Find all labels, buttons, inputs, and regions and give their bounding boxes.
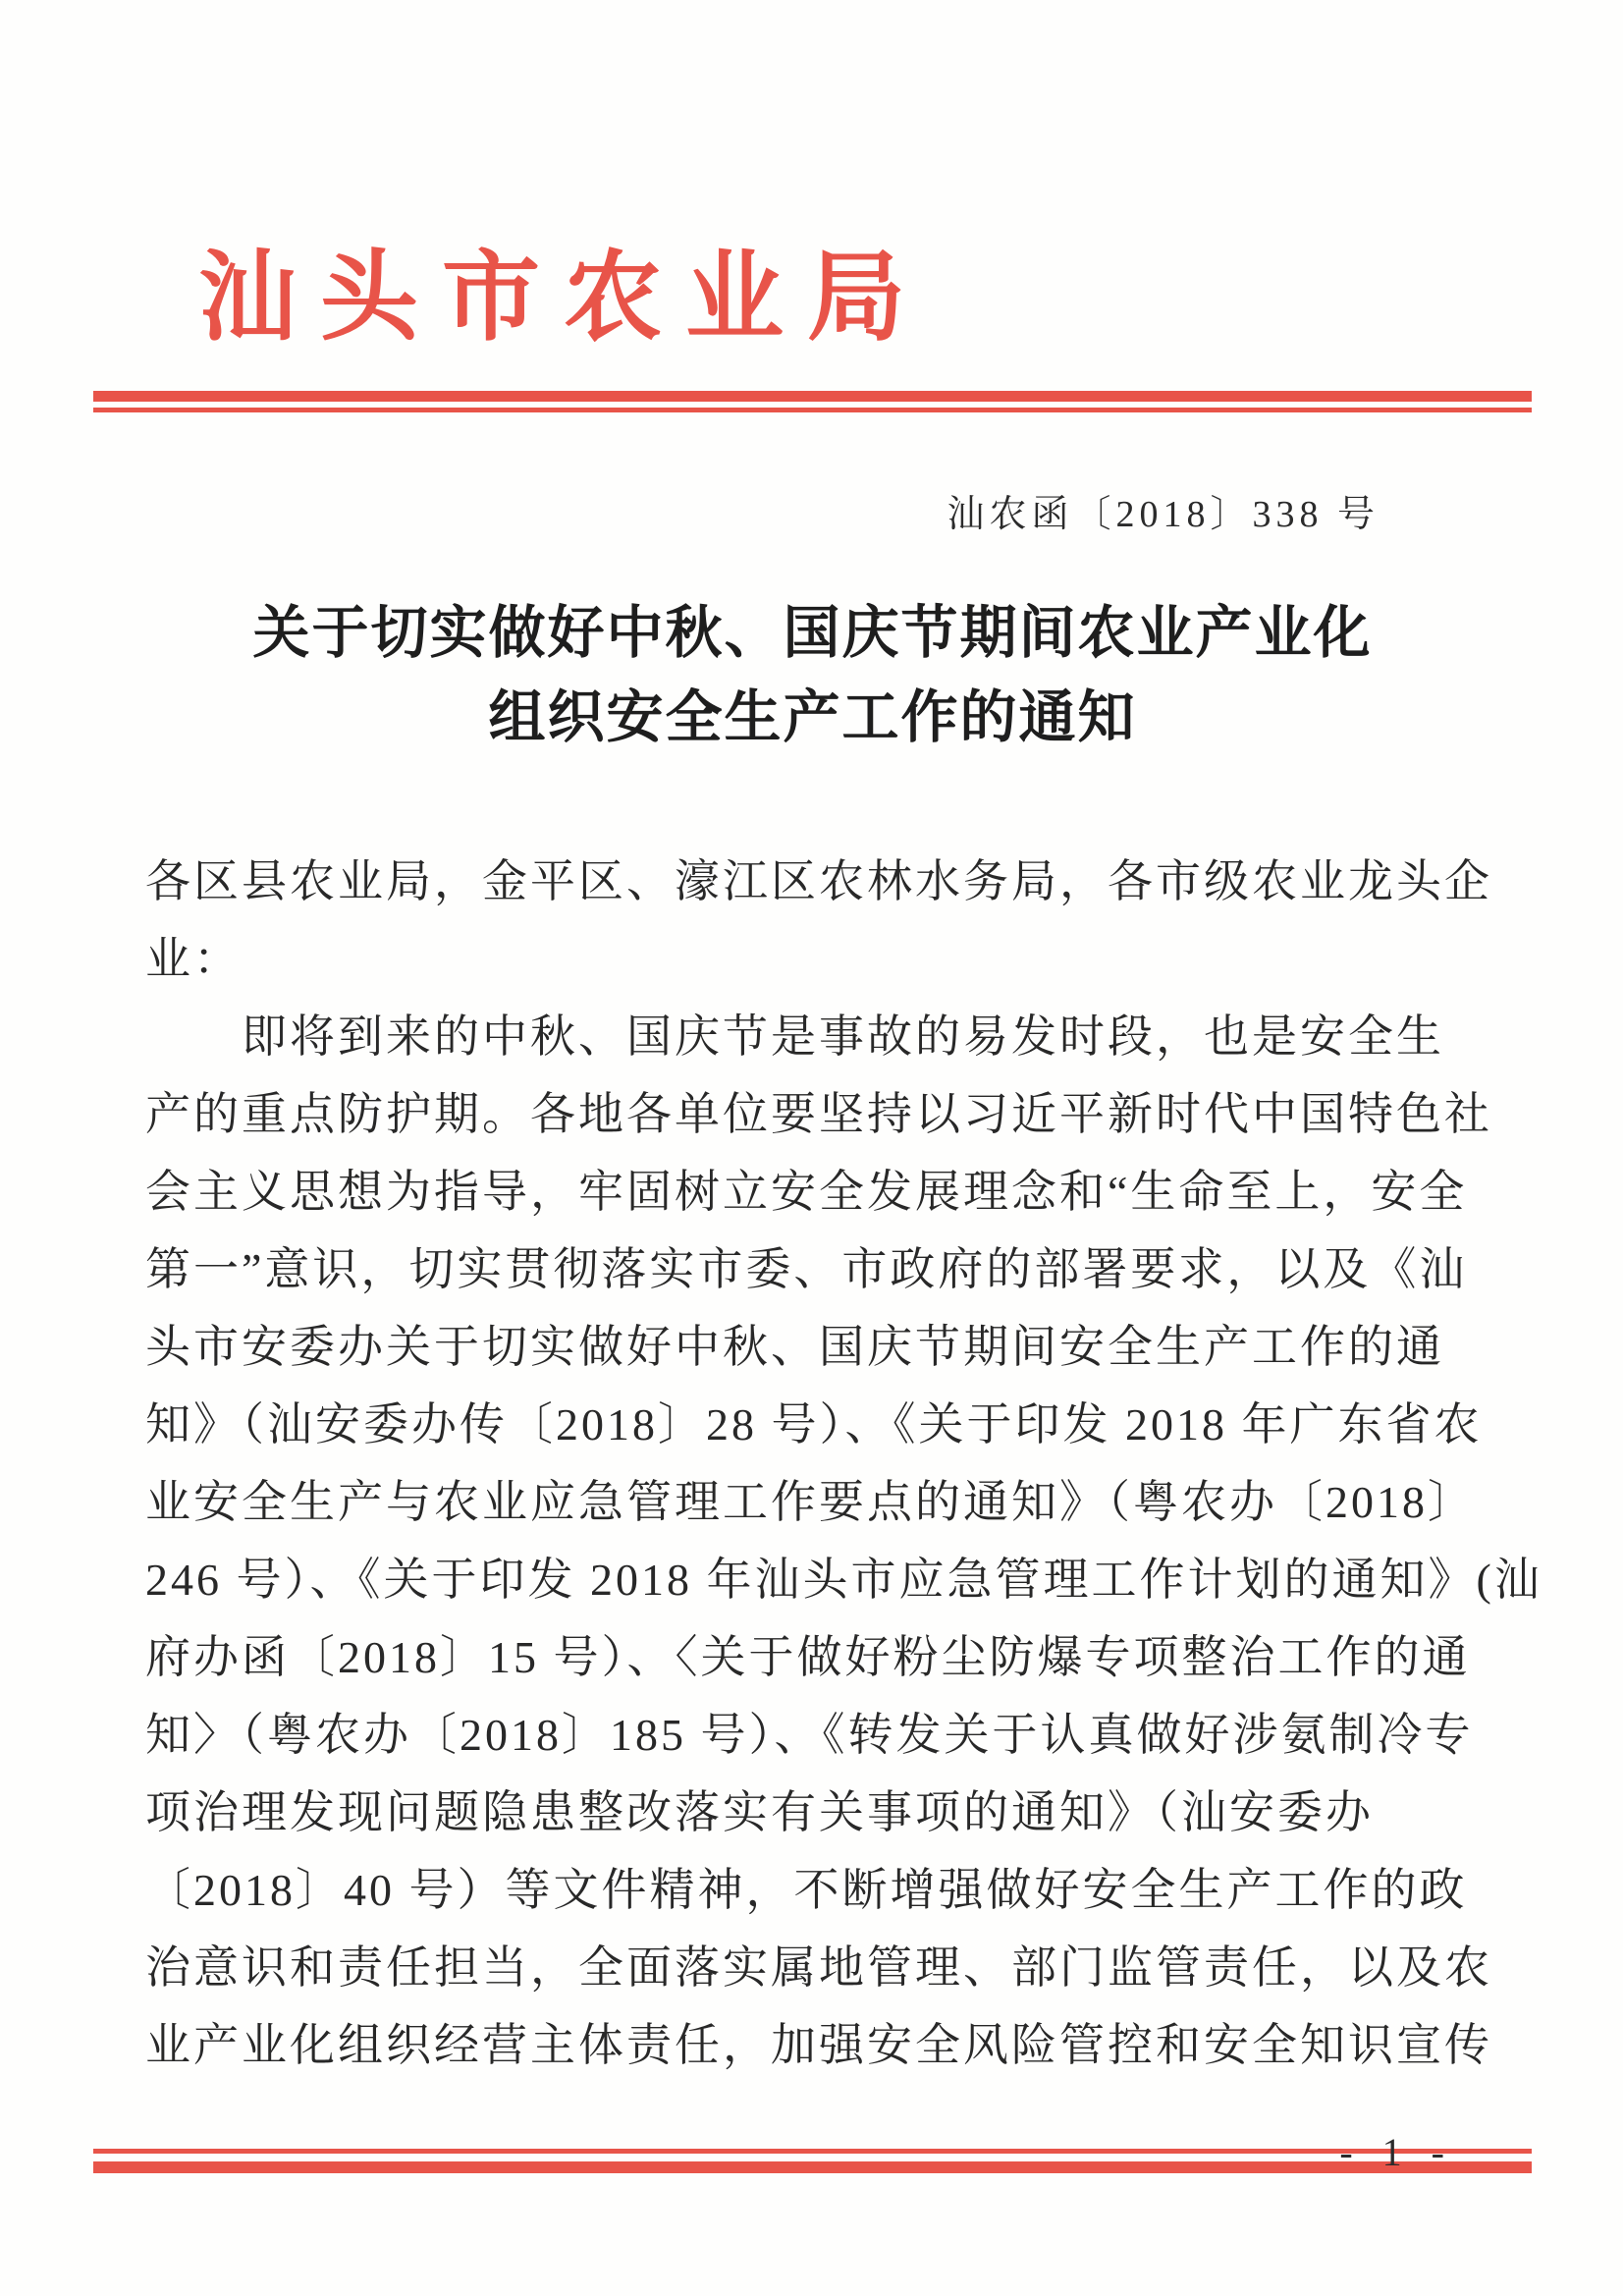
body-line: 治意识和责任担当，全面落实属地管理、部门监管责任，以及农 (145, 1942, 1492, 1993)
document-title-line2: 组织安全生产工作的通知 (488, 685, 1137, 749)
body-line: 府办函〔2018〕15 号）、〈关于做好粉尘防爆专项整治工作的通 (145, 1632, 1471, 1682)
document-title-line1: 关于切实做好中秋、国庆节期间农业产业化 (252, 601, 1373, 665)
body-line: 业产业化组织经营主体责任，加强安全风险管控和安全知识宣传 (145, 2020, 1492, 2070)
body-line: 246 号）、《关于印发 2018 年汕头市应急管理工作计划的通知》(汕 (145, 1555, 1542, 1605)
body-line: 即将到来的中秋、国庆节是事故的易发时段，也是安全生 (242, 1011, 1444, 1062)
header-rule-thick (93, 391, 1532, 402)
body-line: 知》（汕安委办传〔2018〕28 号）、《关于印发 2018 年广东省农 (145, 1399, 1483, 1449)
body-line: 会主义思想为指导，牢固树立安全发展理念和“生命至上，安全 (145, 1167, 1468, 1217)
body-line: 头市安委办关于切实做好中秋、国庆节期间安全生产工作的通 (145, 1322, 1444, 1372)
document-reference-number: 汕农函〔2018〕338 号 (947, 494, 1380, 535)
body-line: 〔2018〕40 号）等文件精神，不断增强做好安全生产工作的政 (145, 1865, 1468, 1915)
document-title (93, 591, 1532, 760)
body-line: 项治理发现问题隐患整改落实有关事项的通知》（汕安委办 (145, 1787, 1374, 1837)
recipient-line: 业： (145, 934, 242, 984)
footer-rule-thin (93, 2149, 1532, 2154)
body-line: 业安全生产与农业应急管理工作要点的通知》（粤农办〔2018〕 (145, 1477, 1476, 1527)
footer-rule-thick (93, 2161, 1532, 2173)
agency-letterhead-title: 汕头市农业局 (198, 244, 929, 353)
recipient-line: 各区县农业局，金平区、濠江区农林水务局，各市级农业龙头企 (145, 856, 1492, 906)
body-line: 产的重点防护期。各地各单位要坚持以习近平新时代中国特色社 (145, 1089, 1492, 1139)
page-number: - 1 - (1339, 2130, 1454, 2174)
body-line: 第一”意识，切实贯彻落实市委、市政府的部署要求，以及《汕 (145, 1244, 1468, 1294)
document-body (145, 843, 1542, 2084)
body-line: 知〉（粤农办〔2018〕185 号）、《转发关于认真做好涉氨制冷专 (145, 1710, 1474, 1760)
header-rule-thin (93, 408, 1532, 412)
